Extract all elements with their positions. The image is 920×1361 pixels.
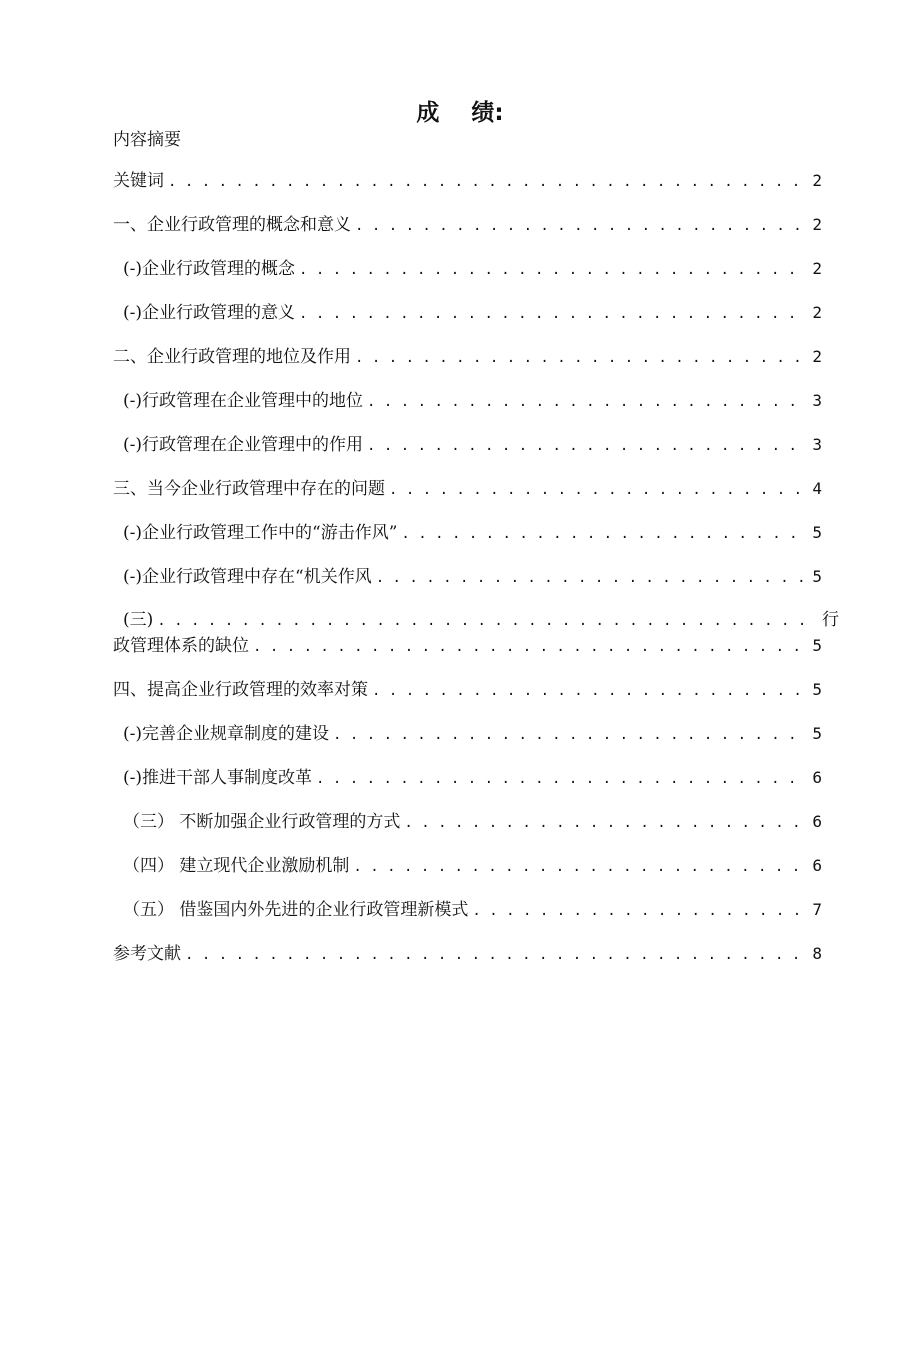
dot-leader	[185, 943, 808, 967]
toc-page-number: 8	[812, 944, 822, 963]
toc-entry[interactable]	[123, 766, 822, 790]
dot-leader	[353, 855, 808, 879]
toc-page-number: 2	[812, 259, 822, 278]
abstract-label: 内容摘要	[113, 130, 181, 150]
toc-entry[interactable]	[123, 565, 822, 589]
dot-leader	[299, 302, 808, 326]
toc-entry-text: 关键词	[113, 171, 164, 191]
toc-entry-text: (-)完善企业规章制度的建设	[123, 724, 330, 744]
toc-entry[interactable]	[123, 301, 822, 325]
toc-entry[interactable]	[123, 521, 822, 545]
toc-entry[interactable]	[123, 257, 822, 281]
toc-entry[interactable]	[113, 345, 822, 369]
dot-leader	[367, 390, 808, 414]
toc-entry[interactable]	[123, 810, 822, 834]
dot-leader	[253, 635, 808, 659]
toc-entry-text: （三） 不断加强企业行政管理的方式	[123, 812, 401, 832]
toc-page-number: 2	[812, 171, 822, 190]
toc-page-number: 3	[812, 435, 822, 454]
toc-page-number: 6	[812, 768, 822, 787]
toc-page-number: 2	[812, 303, 822, 322]
dot-leader	[372, 679, 808, 703]
toc-entry[interactable]	[113, 477, 822, 501]
toc-entry-text: (-)企业行政管理的概念	[123, 259, 296, 279]
toc-page-number: 5	[812, 636, 822, 655]
toc-entry-wrap-tail: 行	[822, 610, 839, 630]
toc-entry[interactable]	[113, 213, 822, 237]
page-title: 成 绩:	[416, 100, 504, 126]
toc-entry-text: (-)企业行政管理中存在“机关作风	[123, 567, 372, 587]
dot-leader	[355, 214, 808, 238]
dot-leader	[472, 899, 808, 923]
toc-entry-text: （五） 借鉴国内外先进的企业行政管理新模式	[123, 900, 469, 920]
dot-leader	[299, 258, 808, 282]
toc-page-number: 2	[812, 215, 822, 234]
toc-entry-text: (-)行政管理在企业管理中的作用	[123, 435, 364, 455]
dot-leader	[157, 609, 816, 633]
toc-entry-text: 参考文献	[113, 944, 181, 964]
toc-page-number: 5	[812, 724, 822, 743]
toc-page-number: 5	[812, 680, 822, 699]
toc-entry-wrapped-second-line[interactable]	[113, 634, 822, 658]
toc-entry-text: 四、提高企业行政管理的效率对策	[113, 680, 368, 700]
dot-leader	[316, 767, 808, 791]
toc-page-number: 2	[812, 347, 822, 366]
toc-entry[interactable]	[123, 854, 822, 878]
toc-entry-text: 三、当今企业行政管理中存在的问题	[113, 479, 385, 499]
toc-entry[interactable]	[123, 389, 822, 413]
dot-leader	[404, 811, 808, 835]
toc-entry[interactable]	[113, 169, 822, 193]
dot-leader	[389, 478, 808, 502]
toc-entry-text: 政管理体系的缺位	[113, 636, 249, 656]
toc-page-number: 5	[812, 567, 822, 586]
toc-entry-text: (-)企业行政管理工作中的“游击作风”	[123, 523, 398, 543]
toc-page-number: 5	[812, 523, 822, 542]
dot-leader	[376, 566, 809, 590]
toc-entry-text: (-)行政管理在企业管理中的地位	[123, 391, 364, 411]
dot-leader	[367, 434, 808, 458]
dot-leader	[355, 346, 808, 370]
toc-entry[interactable]	[123, 722, 822, 746]
dot-leader	[401, 522, 808, 546]
toc-page-number: 6	[812, 812, 822, 831]
toc-entry-text: 一、企业行政管理的概念和意义	[113, 215, 351, 235]
toc-entry[interactable]	[123, 898, 822, 922]
toc-page-number: 3	[812, 391, 822, 410]
dot-leader	[168, 170, 808, 194]
toc-entry-wrapped-first-line[interactable]	[123, 608, 820, 632]
toc-entry[interactable]	[113, 678, 822, 702]
toc-page-number: 6	[812, 856, 822, 875]
toc-entry-text: (-)推进干部人事制度改革	[123, 768, 313, 788]
toc-entry-text: （四） 建立现代企业激励机制	[123, 856, 350, 876]
toc-entry[interactable]	[113, 942, 822, 966]
toc-entry-text: (-)企业行政管理的意义	[123, 303, 296, 323]
toc-entry-text: (三)	[123, 610, 154, 630]
toc-page-number: 4	[812, 479, 822, 498]
dot-leader	[333, 723, 808, 747]
toc-page-number: 7	[812, 900, 822, 919]
toc-entry-text: 二、企业行政管理的地位及作用	[113, 347, 351, 367]
toc-entry[interactable]	[123, 433, 822, 457]
